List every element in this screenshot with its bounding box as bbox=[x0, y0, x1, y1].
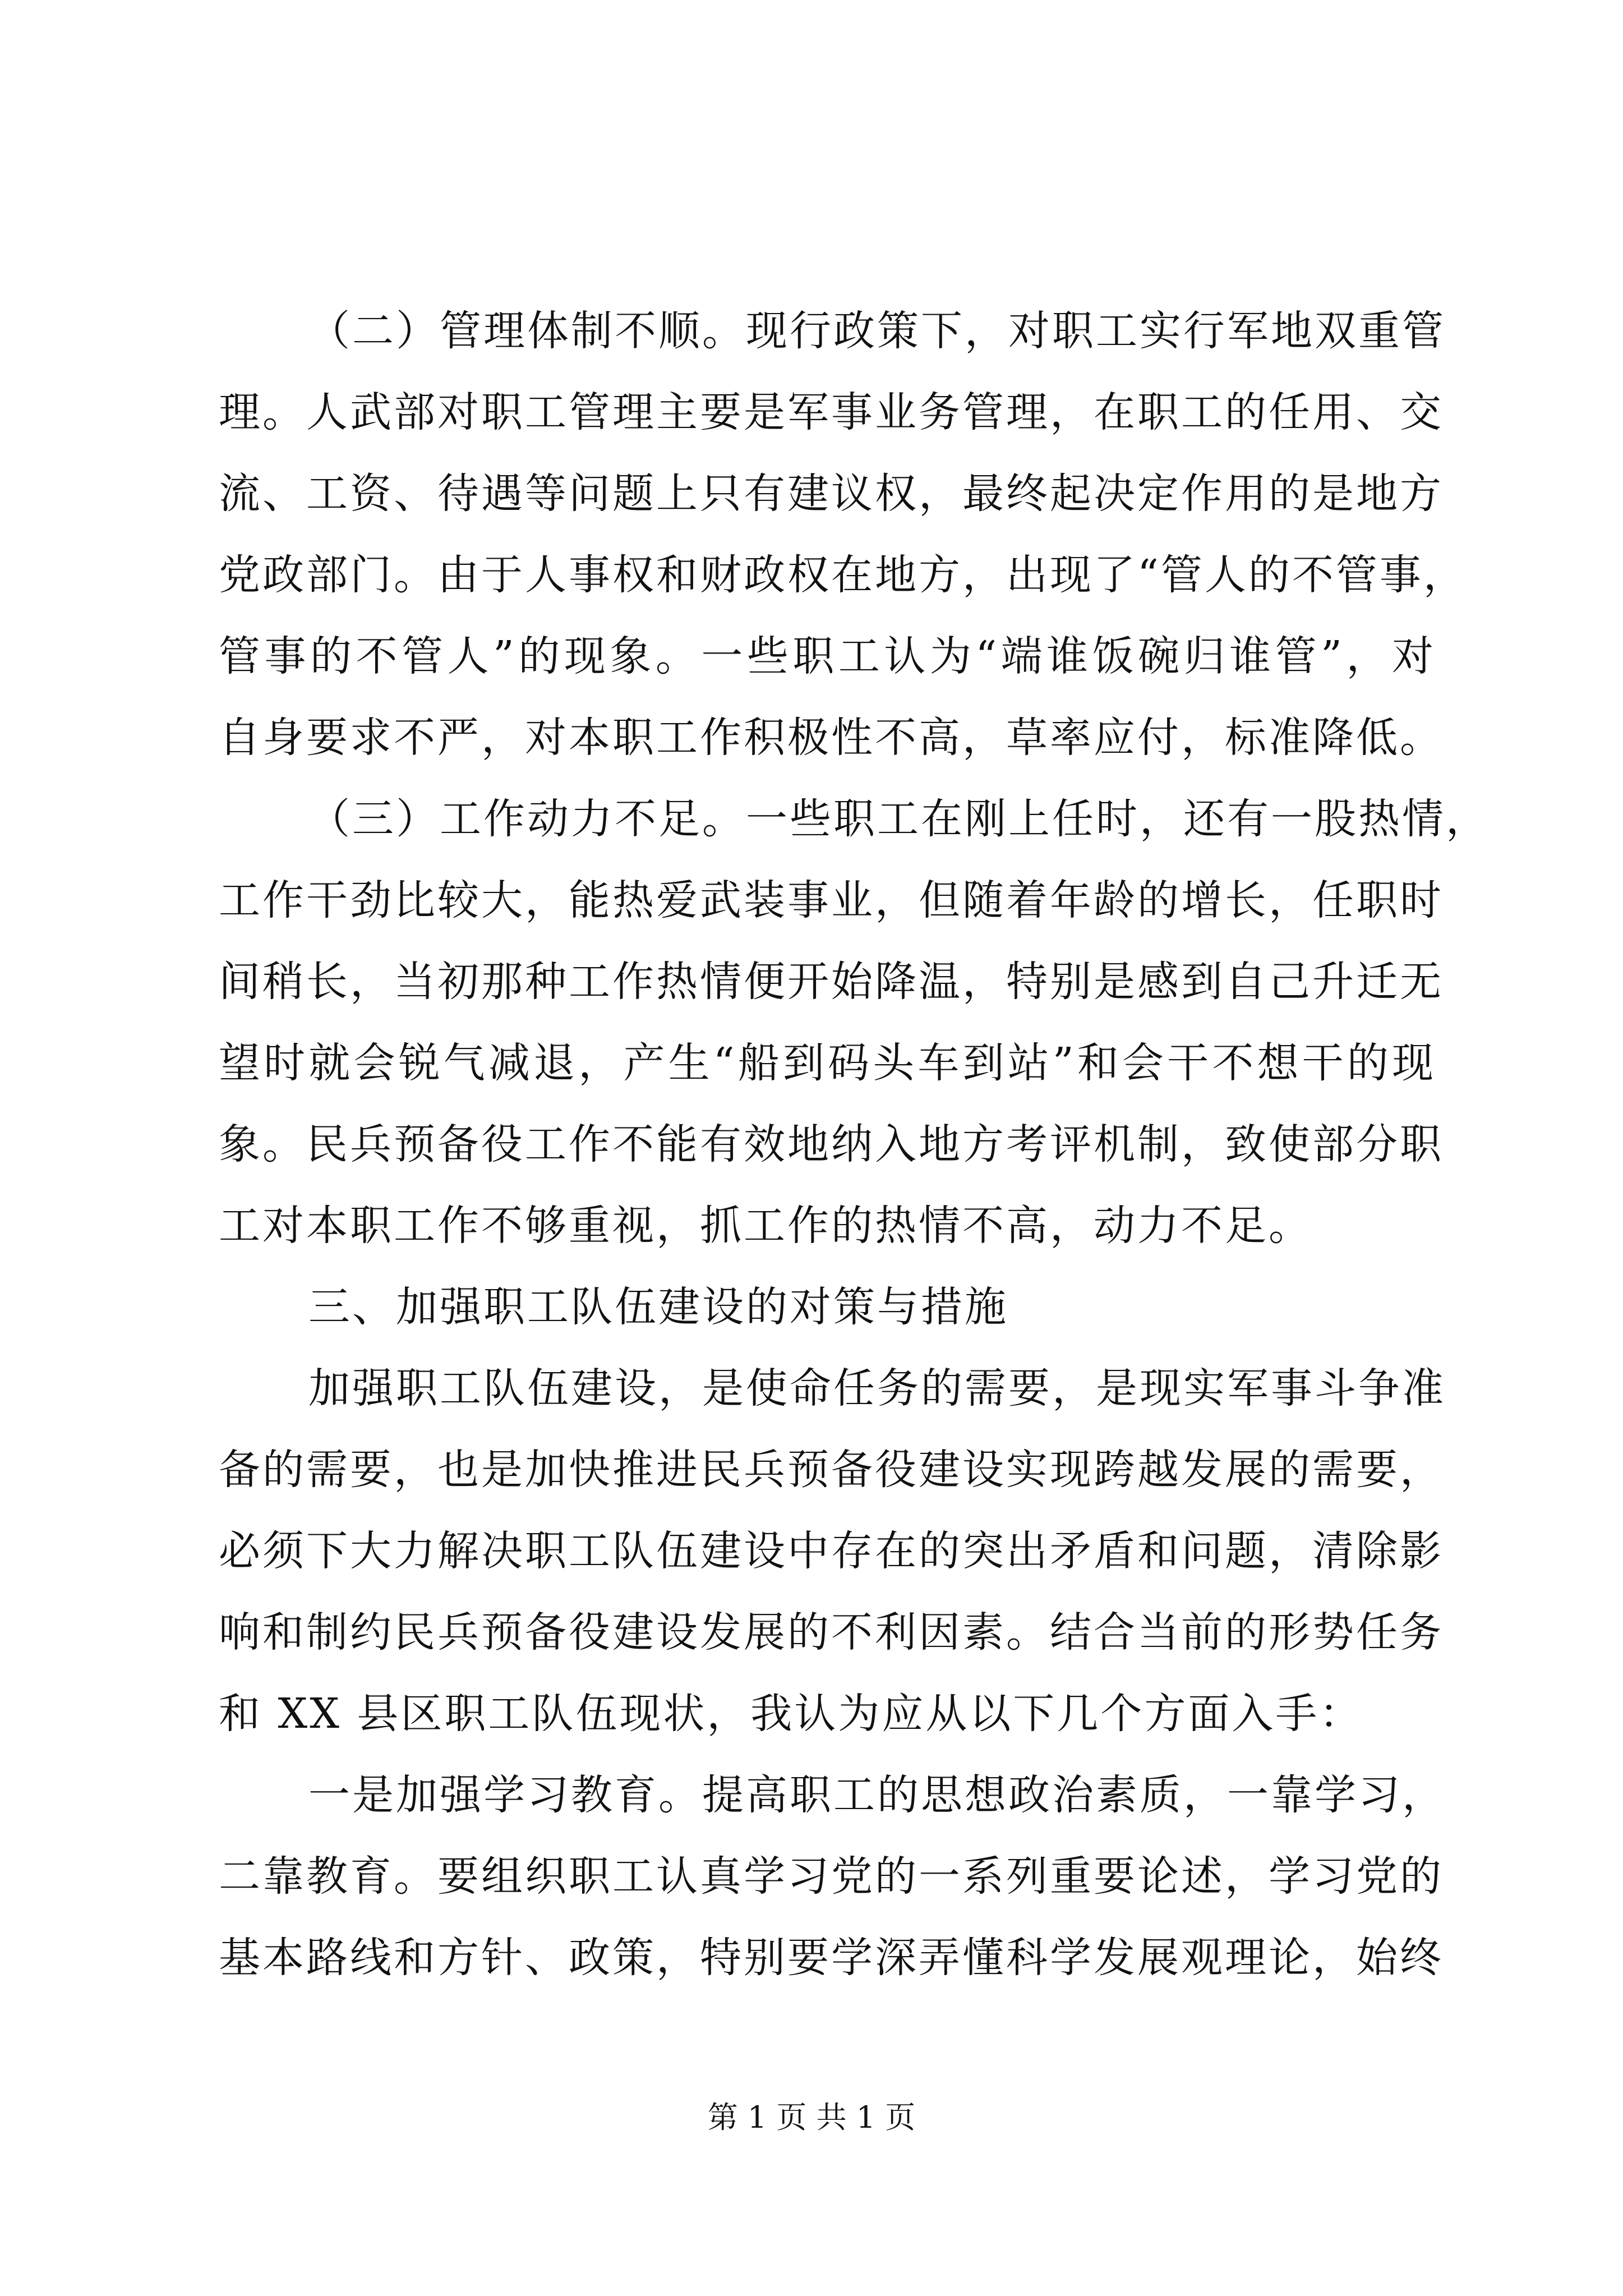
text-line: 工对本职工作不够重视，抓工作的热情不高，动力不足。 bbox=[219, 1202, 1312, 1250]
text-line: 象。民兵预备役工作不能有效地纳入地方考评机制，致使部分职 bbox=[219, 1120, 1444, 1168]
text-line: 响和制约民兵预备役建设发展的不利因素。结合当前的形势任务 bbox=[219, 1608, 1444, 1657]
text-line: 党政部门。由于人事权和财政权在地方，出现了“管人的不管事， bbox=[219, 551, 1467, 599]
text-line: （二）管理体制不顺。现行政策下，对职工实行军地双重管 bbox=[308, 307, 1446, 355]
text-line: 管事的不管人”的现象。一些职工认为“端谁饭碗归谁管”，对 bbox=[219, 632, 1436, 680]
text-line: 工作干劲比较大，能热爱武装事业，但随着年龄的增长，任职时 bbox=[219, 876, 1444, 924]
text-line: 自身要求不严，对本职工作积极性不高，草率应付，标准降低。 bbox=[219, 714, 1444, 762]
text-line: 一是加强学习教育。提高职工的思想政治素质，一靠学习， bbox=[308, 1771, 1446, 1819]
text-line: 和 XX 县区职工队伍现状，我认为应从以下几个方面入手： bbox=[219, 1690, 1363, 1738]
text-line: 间稍长，当初那种工作热情便开始降温，特别是感到自己升迁无 bbox=[219, 958, 1444, 1006]
text-line: 望时就会锐气减退，产生“船到码头车到站”和会干不想干的现 bbox=[219, 1039, 1436, 1087]
text-line: 必须下大力解决职工队伍建设中存在的突出矛盾和问题，清除影 bbox=[219, 1527, 1444, 1575]
text-line: 理。人武部对职工管理主要是军事业务管理，在职工的任用、交 bbox=[219, 388, 1444, 436]
text-line: 流、工资、待遇等问题上只有建议权，最终起决定作用的是地方 bbox=[219, 470, 1444, 518]
text-line: （三）工作动力不足。一些职工在刚上任时，还有一股热情， bbox=[308, 795, 1490, 843]
text-line: 备的需要，也是加快推进民兵预备役建设实现跨越发展的需要， bbox=[219, 1446, 1444, 1494]
text-line: 二靠教育。要组织职工认真学习党的一系列重要论述，学习党的 bbox=[219, 1852, 1444, 1901]
text-line: 基本路线和方针、政策，特别要学深弄懂科学发展观理论，始终 bbox=[219, 1934, 1444, 1982]
section-heading: 三、加强职工队伍建设的对策与措施 bbox=[308, 1283, 1008, 1331]
page-number-footer: 第 1 页 共 1 页 bbox=[707, 2100, 916, 2135]
text-line: 加强职工队伍建设，是使命任务的需要，是现实军事斗争准 bbox=[308, 1364, 1446, 1412]
